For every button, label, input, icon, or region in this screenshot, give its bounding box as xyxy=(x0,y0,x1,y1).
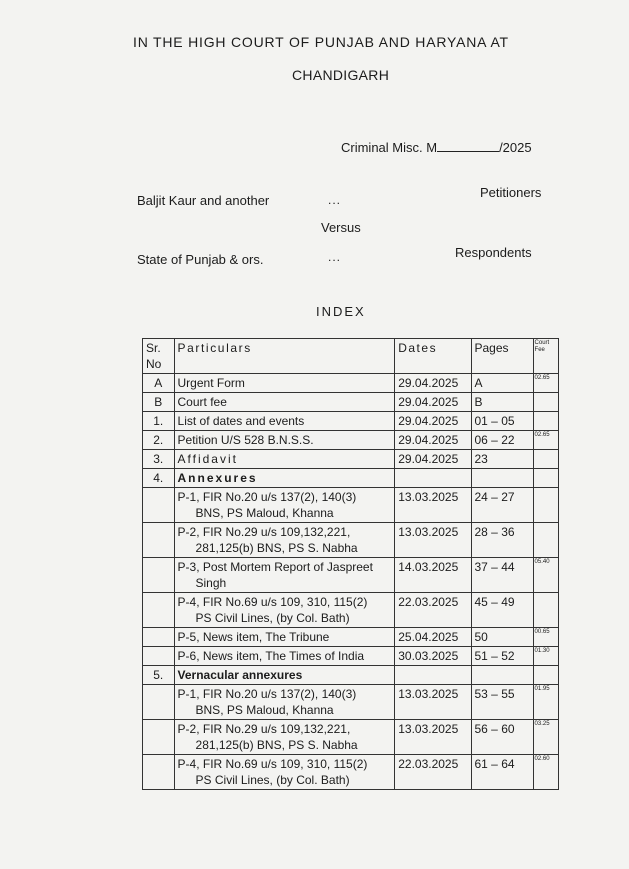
row-date: 13.03.2025 xyxy=(395,685,471,720)
row-particulars xyxy=(174,755,395,790)
row-sr: 4. xyxy=(143,469,175,488)
row-pages: 01 – 05 xyxy=(471,412,533,431)
particulars-text: P-6, News item, The Times of India xyxy=(177,649,365,663)
particulars-subtext: Singh xyxy=(195,576,227,590)
table-row xyxy=(143,469,559,488)
row-sr: A xyxy=(143,374,175,393)
row-pages: 37 – 44 xyxy=(471,558,533,593)
index-table xyxy=(142,338,559,790)
particulars-text: Petition U/S 528 B.N.S.S. xyxy=(177,433,314,447)
row-court-fee xyxy=(533,488,558,523)
row-date: 29.04.2025 xyxy=(395,450,471,469)
table-row xyxy=(143,666,559,685)
table-row xyxy=(143,412,559,431)
petitioner-dots: ... xyxy=(328,193,342,207)
row-date: 22.03.2025 xyxy=(395,593,471,628)
index-table-body xyxy=(143,374,559,790)
row-date: 29.04.2025 xyxy=(395,431,471,450)
row-date xyxy=(395,666,471,685)
table-row xyxy=(143,523,559,558)
row-date: 30.03.2025 xyxy=(395,647,471,666)
table-row xyxy=(143,393,559,412)
row-pages: 23 xyxy=(471,450,533,469)
row-pages: 51 – 52 xyxy=(471,647,533,666)
table-row xyxy=(143,628,559,647)
row-pages: 50 xyxy=(471,628,533,647)
particulars-text: P-3, Post Mortem Report of Jaspreet xyxy=(177,560,373,574)
row-particulars xyxy=(174,488,395,523)
header-court-fee: Court Fee xyxy=(533,339,558,374)
row-sr xyxy=(143,720,175,755)
row-date: 13.03.2025 xyxy=(395,523,471,558)
case-prefix: Criminal Misc. M xyxy=(341,140,438,155)
row-pages: 06 – 22 xyxy=(471,431,533,450)
row-particulars xyxy=(174,431,395,450)
row-date: 29.04.2025 xyxy=(395,374,471,393)
row-sr xyxy=(143,685,175,720)
row-particulars xyxy=(174,593,395,628)
row-particulars xyxy=(174,558,395,593)
row-court-fee xyxy=(533,469,558,488)
row-pages: 45 – 49 xyxy=(471,593,533,628)
table-row xyxy=(143,720,559,755)
row-particulars xyxy=(174,374,395,393)
row-court-fee: 05.40 xyxy=(533,558,558,593)
particulars-subtext: PS Civil Lines, (by Col. Bath) xyxy=(195,773,350,787)
row-pages xyxy=(471,469,533,488)
particulars-text: P-1, FIR No.20 u/s 137(2), 140(3) xyxy=(177,490,357,504)
header-dates: Dates xyxy=(395,339,471,374)
respondent-dots: ... xyxy=(328,250,342,264)
row-pages: 61 – 64 xyxy=(471,755,533,790)
row-sr xyxy=(143,593,175,628)
row-court-fee: 02.65 xyxy=(533,374,558,393)
particulars-text: Annexures xyxy=(177,471,258,485)
particulars-subtext: 281,125(b) BNS, PS S. Nabha xyxy=(195,541,358,555)
particulars-text: P-5, News item, The Tribune xyxy=(177,630,330,644)
row-court-fee xyxy=(533,450,558,469)
row-date xyxy=(395,469,471,488)
respondent-name: State of Punjab & ors. xyxy=(137,252,264,267)
row-particulars xyxy=(174,647,395,666)
court-heading-line1: IN THE HIGH COURT OF PUNJAB AND HARYANA AT xyxy=(133,34,509,50)
particulars-text: P-2, FIR No.29 u/s 109,132,221, xyxy=(177,525,351,539)
case-number xyxy=(341,140,532,155)
particulars-text: Vernacular annexures xyxy=(177,668,303,682)
particulars-subtext: PS Civil Lines, (by Col. Bath) xyxy=(195,611,350,625)
particulars-subtext: BNS, PS Maloud, Khanna xyxy=(195,506,334,520)
row-particulars xyxy=(174,393,395,412)
row-court-fee xyxy=(533,666,558,685)
row-sr xyxy=(143,647,175,666)
row-court-fee xyxy=(533,412,558,431)
row-court-fee: 03.25 xyxy=(533,720,558,755)
row-particulars xyxy=(174,412,395,431)
table-row xyxy=(143,374,559,393)
row-court-fee xyxy=(533,523,558,558)
particulars-text: Urgent Form xyxy=(177,376,245,390)
row-particulars xyxy=(174,628,395,647)
header-pages: Pages xyxy=(471,339,533,374)
respondent-role: Respondents xyxy=(455,245,532,260)
row-pages xyxy=(471,666,533,685)
case-number-blank xyxy=(437,140,499,152)
row-sr xyxy=(143,523,175,558)
row-court-fee xyxy=(533,593,558,628)
particulars-text: P-2, FIR No.29 u/s 109,132,221, xyxy=(177,722,351,736)
particulars-subtext: BNS, PS Maloud, Khanna xyxy=(195,703,334,717)
table-row xyxy=(143,755,559,790)
row-date: 13.03.2025 xyxy=(395,720,471,755)
table-row xyxy=(143,488,559,523)
particulars-text: List of dates and events xyxy=(177,414,305,428)
row-pages: A xyxy=(471,374,533,393)
row-sr: 3. xyxy=(143,450,175,469)
table-row xyxy=(143,450,559,469)
row-sr: 5. xyxy=(143,666,175,685)
row-sr: B xyxy=(143,393,175,412)
row-sr: 1. xyxy=(143,412,175,431)
row-pages: 28 – 36 xyxy=(471,523,533,558)
particulars-text: Court fee xyxy=(177,395,227,409)
table-row xyxy=(143,593,559,628)
court-heading-line2: CHANDIGARH xyxy=(292,67,390,83)
row-court-fee: 01.30 xyxy=(533,647,558,666)
row-court-fee: 02.65 xyxy=(533,431,558,450)
header-particulars: Particulars xyxy=(174,339,395,374)
versus-label: Versus xyxy=(321,220,361,235)
row-sr xyxy=(143,755,175,790)
table-row xyxy=(143,558,559,593)
particulars-text: P-4, FIR No.69 u/s 109, 310, 115(2) xyxy=(177,595,368,609)
row-particulars xyxy=(174,523,395,558)
petitioner-role: Petitioners xyxy=(480,185,542,200)
index-title: INDEX xyxy=(316,304,366,319)
header-sr: Sr. No xyxy=(143,339,175,374)
row-date: 22.03.2025 xyxy=(395,755,471,790)
petitioner-name: Baljit Kaur and another xyxy=(137,193,270,208)
row-date: 14.03.2025 xyxy=(395,558,471,593)
particulars-subtext: 281,125(b) BNS, PS S. Nabha xyxy=(195,738,358,752)
row-pages: B xyxy=(471,393,533,412)
table-row xyxy=(143,431,559,450)
row-date: 25.04.2025 xyxy=(395,628,471,647)
row-pages: 24 – 27 xyxy=(471,488,533,523)
table-header-row xyxy=(143,339,559,374)
particulars-text: P-1, FIR No.20 u/s 137(2), 140(3) xyxy=(177,687,357,701)
row-sr xyxy=(143,558,175,593)
table-row xyxy=(143,685,559,720)
row-particulars xyxy=(174,666,395,685)
row-pages: 56 – 60 xyxy=(471,720,533,755)
row-particulars xyxy=(174,450,395,469)
row-sr: 2. xyxy=(143,431,175,450)
particulars-text: P-4, FIR No.69 u/s 109, 310, 115(2) xyxy=(177,757,368,771)
row-sr xyxy=(143,628,175,647)
row-particulars xyxy=(174,469,395,488)
case-suffix: /2025 xyxy=(499,140,532,155)
table-row xyxy=(143,647,559,666)
row-court-fee xyxy=(533,393,558,412)
row-court-fee: 00.65 xyxy=(533,628,558,647)
row-date: 29.04.2025 xyxy=(395,412,471,431)
row-sr xyxy=(143,488,175,523)
particulars-text: Affidavit xyxy=(177,452,238,466)
row-date: 29.04.2025 xyxy=(395,393,471,412)
row-pages: 53 – 55 xyxy=(471,685,533,720)
row-particulars xyxy=(174,720,395,755)
row-court-fee: 01.95 xyxy=(533,685,558,720)
row-court-fee: 02.60 xyxy=(533,755,558,790)
row-particulars xyxy=(174,685,395,720)
row-date: 13.03.2025 xyxy=(395,488,471,523)
